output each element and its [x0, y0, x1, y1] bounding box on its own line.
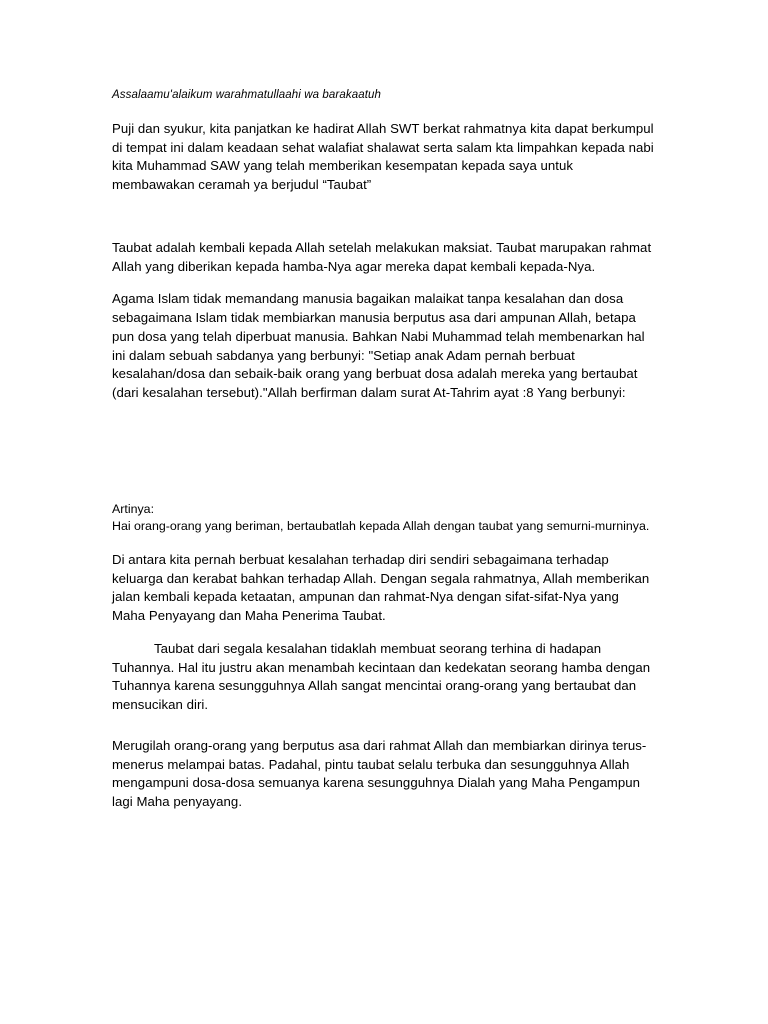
arabic-verse-placeholder: [112, 417, 654, 501]
paragraph-repentance: Taubat dari segala kesalahan tidaklah membuat seorang terhina di hadapan Tuhannya. Hal itu justru akan menambah kecintaan dan kedekatan seorang hamba dengan Tuhannya karena sesungguhnya Allah sangat mencintai orang-orang yang bertaubat dan mensucikan diri.: [112, 640, 651, 713]
document-body: [112, 88, 654, 826]
paragraph-intro: Puji dan syukur, kita panjatkan ke hadirat Allah SWT berkat rahmatnya kita dapat berkumpul di tempat ini dalam keadaan sehat walafiat shalawat serta salam kta limpahkan kepada nabi kita Muhammad SAW yang telah memberikan kesempatan kepada saya untuk membawakan ceramah ya berjudul “Taubat”: [112, 120, 654, 193]
paragraph-mistakes: Di antara kita pernah berbuat kesalahan terhadap diri sendiri sebagaimana terhadap keluarga dan kerabat bahkan terhadap Allah. Dengan segala rahmatnya, Allah memberikan jalan kembali kepada ketaatan, ampunan dan rahmat-Nya dengan sifat-sifat-Nya yang Maha Penyayang dan Maha Penerima Taubat.: [112, 551, 650, 624]
spacer-before-last: [112, 729, 654, 737]
meaning-text: Hai orang-orang yang beriman, bertaubatlah kepada Allah dengan taubat yang semurni-murninya.: [112, 518, 650, 533]
paragraph-hadith: Agama Islam tidak memandang manusia bagaikan malaikat tanpa kesalahan dan dosa sebagaimana Islam tidak membiarkan manusia berputus asa dari ampunan Allah, betapa pun dosa yang telah diperbuat manusia. Bahkan Nabi Muhammad telah membenarkan hal ini dalam sebuah sabdanya yang berbunyi: "Setiap anak Adam pernah berbuat kesalahan/dosa dan sebaik-baik orang yang berbuat dosa adalah mereka yang bertaubat (dari kesalahan tersebut)."Allah berfirman dalam surat At-Tahrim ayat :8 Yang berbunyi:: [112, 291, 645, 401]
paragraph-definition: Taubat adalah kembali kepada Allah setelah melakukan maksiat. Taubat marupakan rahmat Allah yang diberikan kepada hamba-Nya agar mereka dapat kembali kepada-Nya.: [112, 239, 652, 274]
spacer-after-intro: [112, 209, 654, 239]
meaning-block: [112, 501, 654, 535]
paragraph-closing: Merugilah orang-orang yang berputus asa dari rahmat Allah dan membiarkan dirinya terus-menerus melampai batas. Padahal, pintu taubat selalu terbuka dan sesungguhnya Allah mengampuni dosa-dosa semuanya karena sesungguhnya Dialah yang Maha Pengampun lagi Maha penyayang.: [112, 737, 647, 810]
meaning-label: Artinya:: [112, 501, 155, 516]
greeting-line: Assalaamu'alaikum warahmatullaahi wa barakaatuh: [112, 89, 381, 101]
